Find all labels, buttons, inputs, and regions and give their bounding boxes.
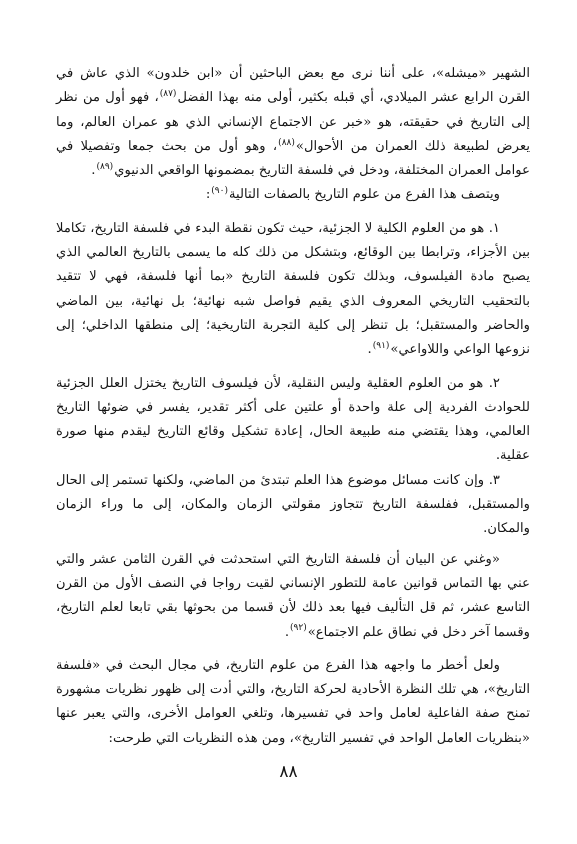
footnote-ref: (٩٠): [211, 186, 228, 197]
paragraph-single-factor: [56, 654, 530, 751]
text-segment: .: [284, 624, 290, 640]
footnote-ref: (٩١): [372, 340, 390, 351]
text-segment: ٣. وإن كانت مسائل موضوع هذا العلم تبتدئ من الماضي، ولكنها تستمر إلى الحال والمستقبل، ففلسفة التاريخ تتجاوز مقولتي الزمان والمكان، إلى ما وراء الزمان والمكان.: [56, 472, 530, 537]
paragraph-point-1: [56, 217, 530, 363]
text-segment: ٢. هو من العلوم العقلية وليس النقلية، لأن فيلسوف التاريخ يختزل العلل الجزئية للحوادث الفردية إلى علة واحدة أو علتين على أكثر تقدير، يفسر في ضوئها التاريخ العالمي، وهذا يقتضي منه طبيعة الحال، إعادة تشكيل وقائع التاريخ ليقدم منها صورة عقلية.: [56, 375, 530, 464]
page-number: ٨٨: [279, 762, 298, 782]
paragraph-ibn-khaldun: [56, 62, 530, 183]
footnote-ref: (٨٨): [278, 137, 295, 148]
text-segment: ، وهو أول من بحث جمعا وتفصيلا في عوامل العمران المختلفة، ودخل في فلسفة التاريخ بمضمونها الواقعي الدنيوي: [56, 138, 530, 179]
text-segment: ، فهو أول من نظر إلى التاريخ في حقيقته، هو «خبر عن الاجتماع الإنساني الذي هو عمران العالم، وما يعرض لطبيعة ذلك العمران من الأحوال»: [56, 90, 530, 154]
text-segment: ويتصف هذا الفرع من علوم التاريخ بالصفات التالية: [228, 187, 500, 203]
paragraph-point-3: [56, 469, 530, 542]
text-segment: «وغني عن البيان أن فلسفة التاريخ التي استحدثت في القرن الثامن عشر والتي عني بها التماس قوانين عامة للتطور الإنساني لقيت رواجا في النصف الأول من القرن التاسع عشر، ثم قل التأليف فيها بعد ذلك لأن قسما من بحوثها بقي تابعا لعلم التاريخ، وقسما آخر دخل في نطاق علم الاجتماع»: [56, 551, 530, 640]
paragraph-quote: [56, 548, 530, 645]
text-segment: ١. هو من العلوم الكلية لا الجزئية، حيث تكون نقطة البدء في فلسفة التاريخ، تكاملا بين الأجزاء، وترابطا بين الوقائع، وبتشكل من ذلك كله ما يسمى بالتاريخ العالمي الذي يصبح مادة الفيلسوف، وبذلك تكون فلسفة التاريخ «بما أنها فلسفة، فهي لا تتقيد بالتحقيب التاريخي المعروف الذي يقيم فواصل شبه نهائية؛ بل نهائية، بين الماضي والحاضر والمستقبل؛ بل تنظر إلى كلية التجربة التاريخية؛ إلى منطقها الداخلي؛ إلى نزوعها الواعي واللاواعي»: [56, 220, 530, 358]
text-segment: :: [205, 187, 211, 203]
paragraph-point-2: [56, 372, 530, 469]
paragraph-characteristics-intro: [56, 183, 530, 207]
text-segment: .: [91, 163, 96, 179]
text-segment: ولعل أخطر ما واجهه هذا الفرع من علوم التاريخ، في مجال البحث في «فلسفة التاريخ»، هي تلك النظرة الأحادية لحركة التاريخ، والتي أدت إلى ظهور نظريات مشهورة تمنح صفة الفاعلية لعامل واحد في تفسيرها، وتلغي العوامل الأخرى، والتي يعبر عنها «بنظريات العامل الواحد في تفسير التاريخ»، ومن هذه النظريات التي طرحت:: [56, 657, 530, 746]
footnote-ref: (٨٩): [96, 161, 114, 172]
footnote-ref: (٨٧): [159, 88, 177, 99]
text-segment: .: [367, 342, 372, 358]
footnote-ref: (٩٢): [290, 623, 307, 634]
text-segment: الشهير «ميشله»، على أننا نرى مع بعض الباحثين أن «ابن خلدون» الذي عاش في القرن الرابع عشر الميلادي، أي قبله بكثير، أولى منه بهذا الفضل: [56, 66, 530, 106]
body-text: [56, 62, 530, 751]
